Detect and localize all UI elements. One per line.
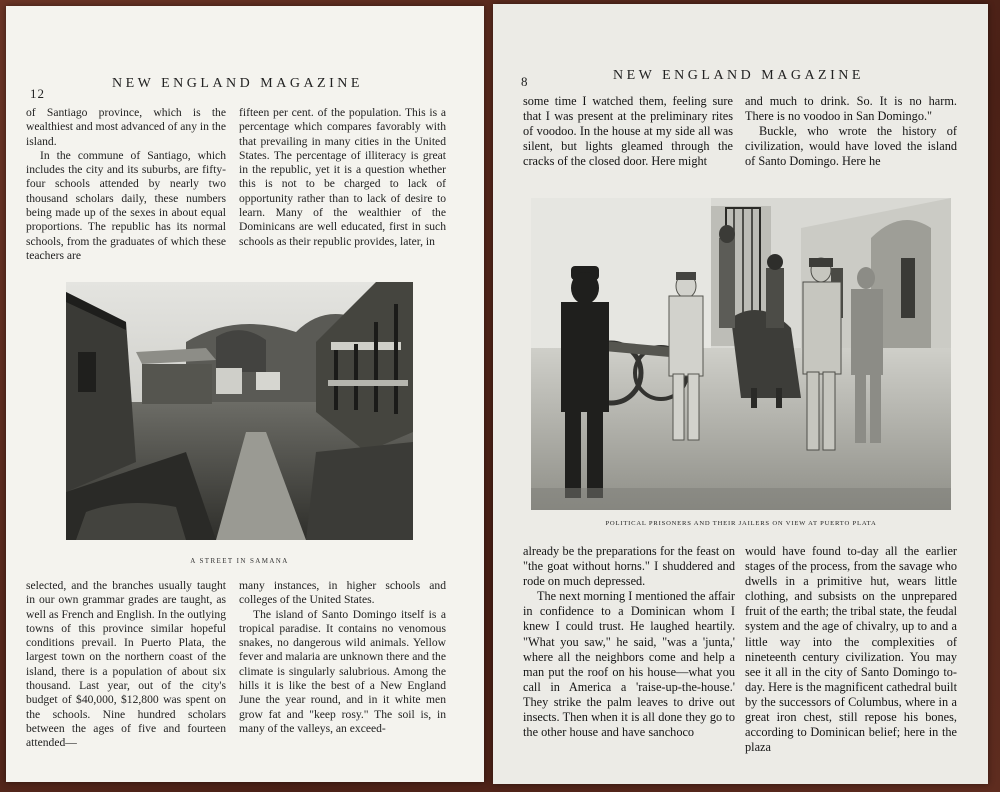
- prisoners-photo-image: [531, 198, 951, 510]
- photo-caption: A STREET IN SAMANA: [190, 557, 289, 565]
- prisoners-photo: [531, 198, 951, 510]
- paragraph: The next morning I mentioned the affair in confidence to a Dominican whom I knew I could trust. He laughed heartily. "What you saw," he said, "was a 'junta,' where all the neighbors come and help a man put the roof on his house—what you call in America a 'raise-up-the-house.' They strike the palm leaves to drive out insects. Then when it is all done they go to the other house and have sanchoco: [523, 589, 735, 740]
- paragraph: already be the preparations for the feast on "the goat without horns." I shuddered and rode on much depressed.: [523, 544, 735, 589]
- paragraph: The island of Santo Domingo itself is a tropical paradise. It contains no venomous snakes, no dangerous wild animals. Yellow fever and malaria are unknown there and the climate is singularly salubrious. Among the hills it is like the best of a New England June the year round, and in it white men grow fat and "keep rosy." The soil is, in many of the valleys, an exceed-: [239, 607, 446, 735]
- page-number: 12: [30, 86, 45, 101]
- running-head: NEW ENGLAND MAGAZINE: [112, 76, 363, 91]
- paragraph: of Santiago province, which is the wealthiest and most advanced of any in the island.: [26, 106, 226, 148]
- top-column-2: [239, 106, 446, 249]
- bottom-column-2: [745, 544, 957, 755]
- paragraph: some time I watched them, feeling sure that I was present at the preliminary rites of voodoo. In the house at my side all was silent, but lights gleamed through the cracks of the closed door. Here might: [523, 94, 733, 169]
- left-magazine-page: [6, 6, 484, 782]
- street-photo-image: [66, 282, 413, 540]
- right-magazine-page: [493, 4, 988, 784]
- paragraph: selected, and the branches usually taught in our own grammar grades are taught, as well as French and English. In the outlying towns of this province similar hopeful conditions prevail. In Puerto Plata, the largest town on the northern coast of the island, there is a population of about six thousand. Last year, out of the city's budget of $40,000, $12,800 was spent on the schools. Nine hundred scholars between the ages of five and fourteen attended—: [26, 579, 226, 750]
- bottom-column-1: [523, 544, 735, 740]
- paragraph: fifteen per cent. of the population. This is a percentage which compares favorably with that prevailing in many cities in the United States. The percentage of illiteracy is great in the republic, yet it is a question whether this is not to be charged to lack of opportunity rather than to lack of desire to learn. Many of the wealthier of the Dominicans are well educated, first in such schools as their republic provides, later, in: [239, 106, 446, 248]
- bottom-column-1: [26, 579, 226, 751]
- bottom-column-2: [239, 579, 446, 736]
- page-number: 8: [521, 74, 529, 89]
- photo-caption: POLITICAL PRISONERS AND THEIR JAILERS ON VIEW AT PUERTO PLATA: [605, 520, 877, 527]
- paragraph: would have found to-day all the earlier stages of the process, from the savage who dwells in a primitive hut, wears little clothing, and subsists on the unprepared fruit of the earth; the tribal state, the feudal system and the age of chivalry, up to and a little way into the complexities of nineteenth century civilization. You may see it all in the city of Santo Domingo to-day. Here is the magnificent cathedral built by the successors of Columbus, where in a great iron chest, still repose his bones, according to Dominican belief; here in the plaza: [745, 544, 957, 755]
- running-head: NEW ENGLAND MAGAZINE: [613, 68, 864, 83]
- paragraph: many instances, in higher schools and colleges of the United States.: [239, 579, 446, 607]
- paragraph: In the commune of Santiago, which includes the city and its suburbs, are fifty-four schools attended by nearly two thousand scholars daily, these numbers being made up of the sexes in about equal proportions. The republic has its normal schools, from the graduates of which these teachers are: [26, 148, 226, 262]
- paragraph: Buckle, who wrote the history of civilization, would have loved the island of Santo Domingo. Here he: [745, 124, 957, 169]
- top-column-2: [745, 94, 957, 169]
- top-column-1: [26, 106, 226, 263]
- street-photo: [66, 282, 413, 540]
- paragraph: and much to drink. So. It is no harm. There is no voodoo in San Domingo.": [745, 94, 957, 124]
- top-column-1: [523, 94, 733, 169]
